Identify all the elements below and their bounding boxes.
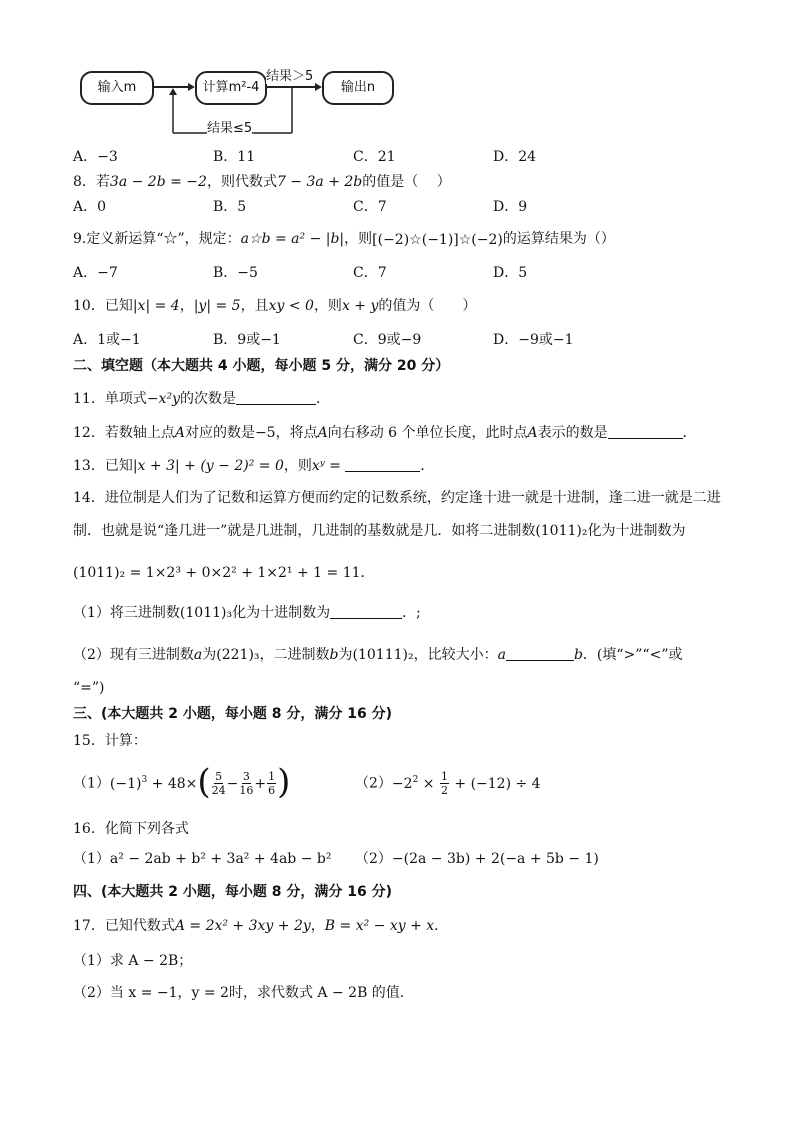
section-4-title: 四、(本大题共 2 小题，每小题 8 分，满分 16 分)	[73, 884, 393, 900]
q16-part2: （2）−(2a − 3b) + 2(−a + 5b − 1)	[355, 851, 599, 867]
q11	[73, 389, 330, 409]
q12-text-c: 向右移动 6 个单位长度，此时点	[327, 425, 528, 441]
q14-sub2-e: ，比较大小：	[413, 647, 498, 663]
q14-line1: 14．进位制是人们为了记数和运算方便而约定的记数系统，约定逢十进一就是十进制，逢二进一就是二进	[73, 490, 721, 506]
q15-part1-label: （1）	[73, 775, 110, 792]
q10-c4: x + y	[341, 298, 379, 314]
q14-sub2-blank[interactable]	[506, 646, 574, 661]
q10-c3: xy < 0	[268, 298, 314, 314]
q13-text-a: 13．已知	[73, 458, 133, 474]
q10-text-e: 的值为（ ）	[378, 298, 477, 314]
q15-part1	[73, 761, 291, 802]
q14-sub1-num: (1011)₃	[179, 605, 233, 621]
q9-expr: [(−2)☆(−1)]☆(−2)	[372, 232, 503, 248]
q15-part1-expr: $(-1)^3 + 48\times$( $\frac{5}{24}$ − $\frac{3}{16}$ + $\frac{1}{6}$ )	[109, 761, 291, 802]
q8-option-c: C．7	[353, 199, 387, 215]
q10-text-c: ，且	[240, 298, 269, 314]
q17-text-a: 17．已知代数式	[73, 918, 175, 934]
q11-expr: −x²y	[146, 391, 180, 407]
q14-sub2-c: ，二进制数	[259, 647, 330, 663]
flow-gt-label: 结果＞5	[266, 65, 313, 84]
q15-part2-label: （2）	[355, 775, 392, 792]
q9-text-c: 的运算结果为（）	[502, 231, 615, 247]
q14-sub2-var-a: a	[193, 647, 203, 663]
q14-sub2	[73, 645, 682, 665]
q10-option-d: D．−9或−1	[493, 332, 574, 348]
q7-option-a: A．−3	[73, 149, 118, 165]
q14-sub2-var-b: b	[329, 647, 339, 663]
q10-option-c: C．9或−9	[353, 332, 422, 348]
q17-sep: ，	[310, 918, 325, 934]
flow-compute-box	[195, 71, 267, 105]
q12-text-a: 12．若数轴上点	[73, 425, 175, 441]
q10-c2: |y| = 5	[193, 298, 241, 314]
q15-part2-expr: $-2^2$ × $\frac{1}{2}$ + (−12) ÷ 4	[391, 770, 541, 797]
q8-expr2: 7 − 3a + 2b	[276, 174, 363, 190]
q14-sub2-f: ．(填“>”“<”或	[582, 647, 683, 663]
flow-le-label: 结果≤5	[207, 117, 252, 136]
flow-input-box	[80, 71, 154, 105]
q9-option-a: A．−7	[73, 265, 118, 281]
q9-def: a☆b = a² − |b|	[240, 231, 345, 247]
q14-sub2-num2: (10111)₂	[352, 647, 414, 663]
q12-point-3: A	[527, 425, 538, 441]
q7-option-b: B．11	[213, 149, 256, 165]
q10-option-b: B．9或−1	[213, 332, 281, 348]
q14-sub1-blank[interactable]	[330, 604, 402, 619]
q17-sub1: （1）求 A − 2B；	[73, 953, 193, 969]
q12-end: ．	[682, 425, 697, 441]
flow-output-box	[322, 71, 394, 105]
q11-answer-blank[interactable]	[236, 390, 316, 405]
flowchart	[70, 55, 410, 140]
q10-text-d: ，则	[313, 298, 342, 314]
section-3-title: 三、(本大题共 2 小题，每小题 8 分，满分 16 分)	[73, 706, 393, 722]
q12-point-2: A	[317, 425, 328, 441]
q15-part2	[355, 770, 541, 797]
q7-option-c: C．21	[353, 149, 396, 165]
q10-text-a: 10．已知	[73, 298, 133, 314]
q8-text-a: 8．若	[73, 174, 110, 190]
q8-option-b: B．5	[213, 199, 247, 215]
q8-option-a: A．0	[73, 199, 107, 215]
q12-text-b: 对应的数是−5，将点	[184, 425, 318, 441]
q15-title: 15．计算：	[73, 733, 147, 749]
flow-output-label: 输出n	[340, 80, 376, 95]
q14-sub2-b: 为	[202, 647, 217, 663]
q11-text-b: 的次数是	[179, 391, 236, 407]
q8-text-c: 的值是（ ）	[362, 174, 451, 190]
q8-options	[73, 197, 733, 217]
q12-answer-blank[interactable]	[608, 424, 683, 439]
q17-end: ．	[434, 918, 449, 934]
q7-options	[73, 147, 733, 167]
q10-text-b: ，	[179, 298, 194, 314]
q13-text-b: ，则	[283, 458, 312, 474]
q10-options	[73, 330, 733, 350]
q12	[73, 423, 697, 443]
flow-input-label: 输入m	[97, 80, 137, 95]
q14-line2-b: 化为十进制数为	[587, 523, 686, 539]
q10-option-a: A．1或−1	[73, 332, 141, 348]
q8-stem	[73, 172, 451, 192]
q9-option-d: D．5	[493, 265, 528, 281]
q17-stem	[73, 916, 448, 936]
q16-title: 16．化简下列各式	[73, 821, 189, 837]
q10-c1: |x| = 4	[132, 298, 180, 314]
q14-line3: (1011)₂ = 1×2³ + 0×2² + 1×2¹ + 1 = 11．	[73, 565, 375, 581]
q11-end: ．	[315, 391, 330, 407]
q14-sub2-a: （2）现有三进制数	[73, 647, 194, 663]
q13-expr: |x + 3| + (y − 2)² = 0	[132, 458, 284, 474]
q8-option-d: D．9	[493, 199, 528, 215]
section-2-title: 二、填空题（本大题共 4 小题，每小题 5 分，满分 20 分）	[73, 358, 450, 374]
q14-line2-num: (1011)₂	[535, 523, 588, 539]
q9-option-b: B．−5	[213, 265, 258, 281]
q14-sub2-cmp-a: a	[497, 647, 506, 663]
q13	[73, 456, 434, 476]
q17-sub2: （2）当 x = −1，y = 2时，求代数式 A − 2B 的值.	[73, 985, 405, 1001]
q13-end: ．	[420, 458, 435, 474]
q8-text-b: ，则代数式	[206, 174, 277, 190]
q9-stem	[73, 229, 615, 250]
q12-point: A	[174, 425, 185, 441]
q13-answer-blank[interactable]	[345, 457, 420, 472]
q12-text-d: 表示的数是	[537, 425, 608, 441]
q9-text-b: ，则	[344, 231, 373, 247]
q9-option-c: C．7	[353, 265, 387, 281]
q14-sub1-b: 化为十进制数为	[232, 605, 331, 621]
q9-options	[73, 263, 733, 283]
q14-sub1-a: （1）将三进制数	[73, 605, 180, 621]
q7-option-d: D．24	[493, 149, 537, 165]
q9-text-a: 9.定义新运算“☆”，规定：	[73, 231, 241, 247]
q14-line2-a: 制．也就是说“逢几进一”就是几进制，几进制的基数就是几．如将二进制数	[73, 523, 536, 539]
q14-sub1	[73, 603, 421, 623]
q14-sub2-num1: (221)₃	[216, 647, 260, 663]
q14-line2	[73, 521, 685, 541]
q8-expr: 3a − 2b = −2	[109, 174, 207, 190]
q14-sub2-d: 为	[338, 647, 353, 663]
q14-sub2-tail: “=”)	[73, 680, 105, 696]
q17-expr-b: B = x² − xy + x	[324, 918, 435, 934]
q17-expr-a: A = 2x² + 3xy + 2y	[174, 918, 311, 934]
q14-sub2-cmp-b: b	[573, 647, 583, 663]
flow-compute-label: 计算m²-4	[202, 80, 260, 95]
q14-sub1-end: ．;	[402, 605, 421, 621]
q13-expr2: xʸ =	[311, 458, 341, 474]
q11-text-a: 11．单项式	[73, 391, 147, 407]
q10-stem	[73, 296, 476, 316]
q16-part1: （1）a² − 2ab + b² + 3a² + 4ab − b²	[73, 851, 332, 867]
